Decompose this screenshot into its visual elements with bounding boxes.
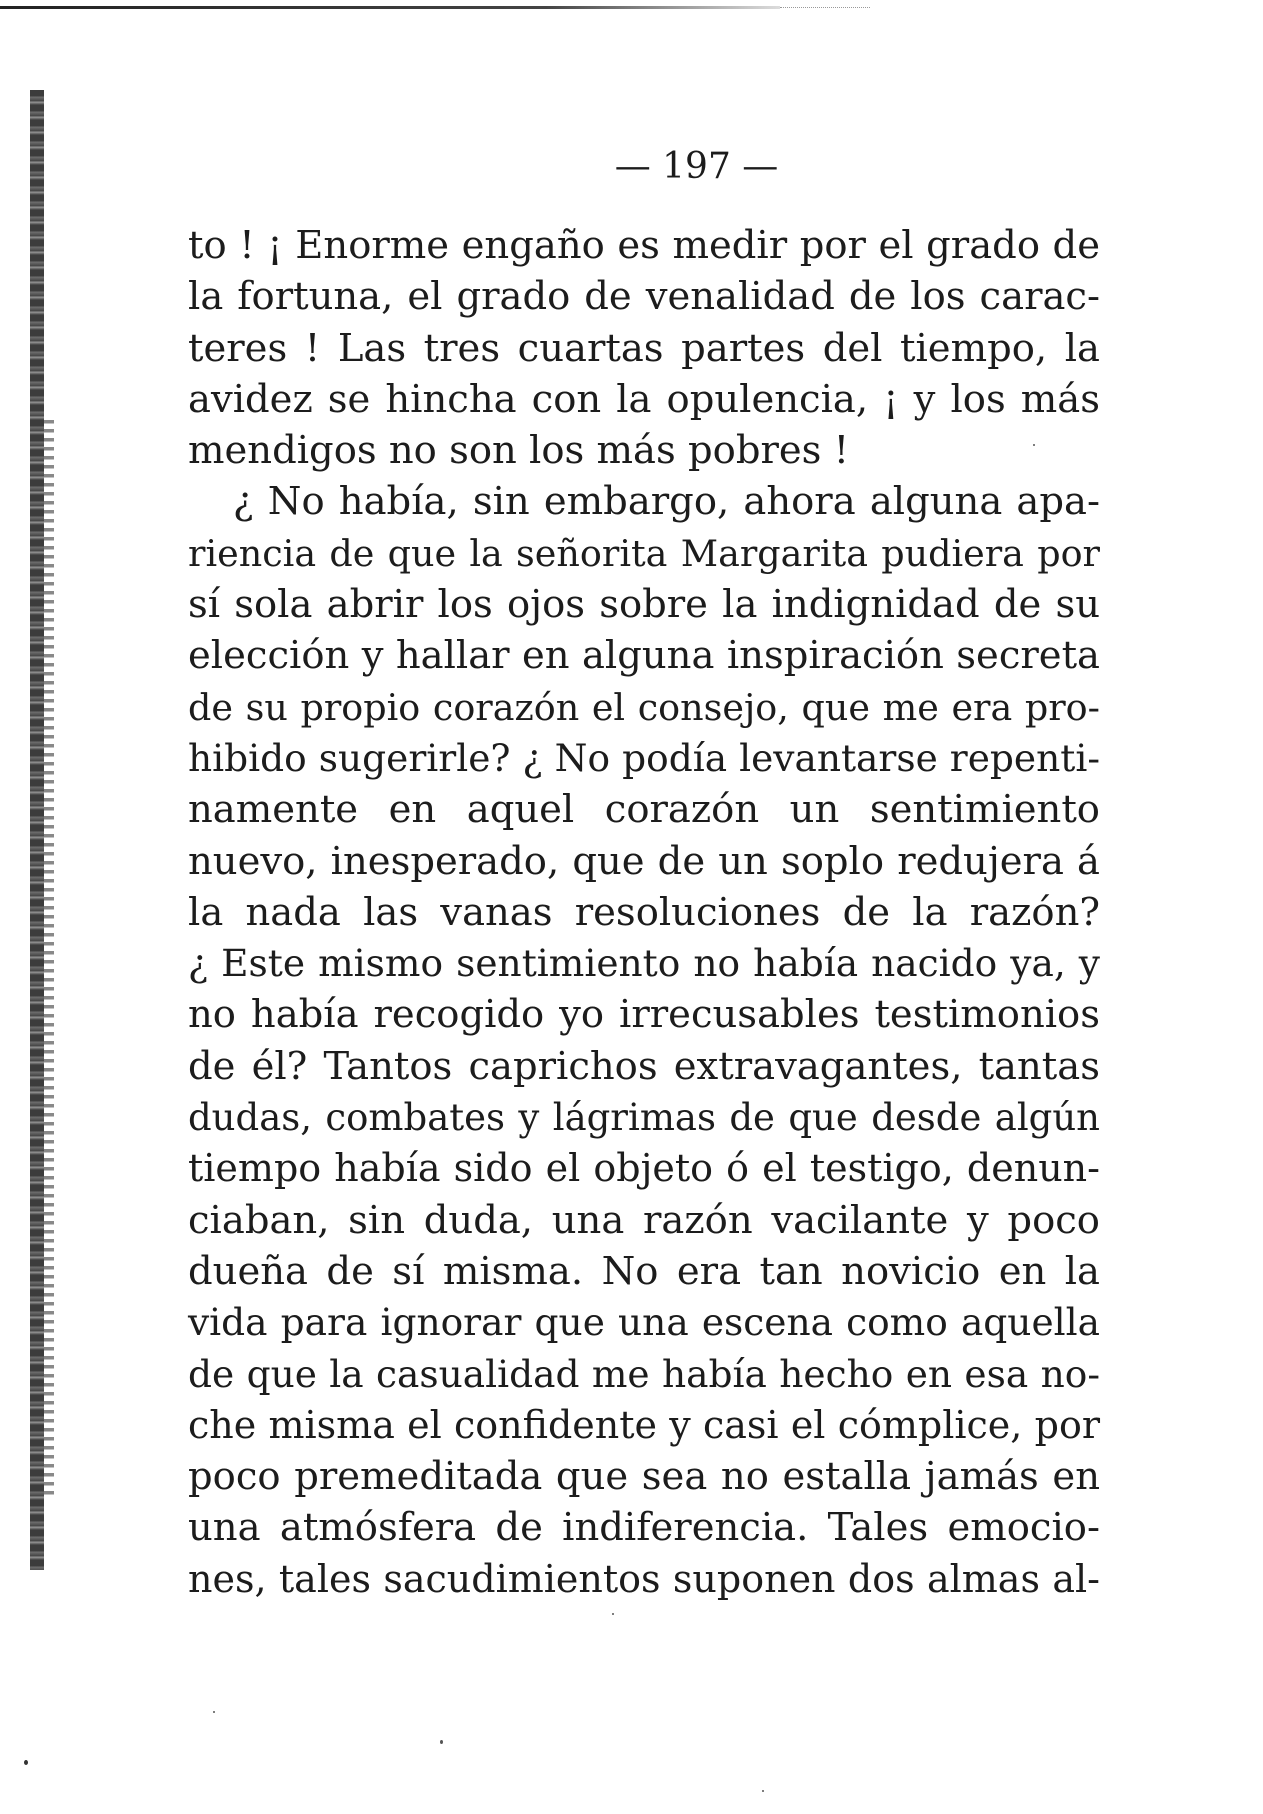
scan-speck bbox=[762, 1790, 764, 1792]
scan-speck bbox=[24, 1760, 28, 1765]
text-line: sí sola abrir los ojos sobre la indignidad de su bbox=[188, 582, 1100, 628]
text-line: poco premeditada que sea no estalla jamás en bbox=[188, 1454, 1100, 1500]
page-number: — 197 — bbox=[614, 146, 779, 187]
text-line: vida para ignorar que una escena como aquella bbox=[188, 1300, 1100, 1345]
binding-shadow bbox=[30, 90, 44, 1570]
text-line: dudas, combates y lágrimas de que desde algún bbox=[188, 1096, 1100, 1140]
text-line: to ! ¡ Enorme engaño es medir por el grado de bbox=[188, 223, 1100, 268]
text-line: elección y hallar en alguna inspiración secreta bbox=[188, 633, 1100, 679]
scan-top-edge bbox=[0, 6, 780, 9]
text-line: tiempo había sido el objeto ó el testigo, denun- bbox=[188, 1146, 1100, 1191]
text-line: riencia de que la señorita Margarita pudiera por bbox=[188, 531, 1100, 575]
text-line: ciaban, sin duda, una razón vacilante y poco bbox=[188, 1197, 1100, 1243]
text-line: avidez se hincha con la opulencia, ¡ y los más bbox=[188, 376, 1100, 422]
text-line: ¿ No había, sin embargo, ahora alguna apa- bbox=[233, 479, 1100, 525]
text-line: no había recogido yo irrecusables testimonios bbox=[188, 992, 1100, 1038]
text-line: nuevo, inesperado, que de un soplo redujera á bbox=[188, 838, 1100, 884]
text-line: de él? Tantos caprichos extravagantes, tantas bbox=[188, 1043, 1100, 1089]
scan-speck bbox=[440, 1740, 443, 1744]
binding-shadow-soft bbox=[44, 420, 54, 1500]
text-line: dueña de sí misma. No era tan novicio en la bbox=[188, 1248, 1100, 1294]
scan-speck bbox=[213, 1711, 215, 1713]
text-line: che misma el confidente y casi el cómplice, por bbox=[188, 1402, 1100, 1447]
scan-top-edge-fade bbox=[780, 7, 870, 9]
text-line: la nada las vanas resoluciones de la razón? bbox=[188, 889, 1100, 935]
scan-speck bbox=[612, 1613, 614, 1615]
scan-speck bbox=[1033, 444, 1035, 446]
text-line: de que la casualidad me había hecho en esa no- bbox=[188, 1351, 1100, 1396]
text-line: teres ! Las tres cuartas partes del tiempo, la bbox=[188, 325, 1100, 371]
text-line: una atmósfera de indiferencia. Tales emocio- bbox=[188, 1505, 1100, 1551]
text-line: namente en aquel corazón un sentimiento bbox=[188, 787, 1100, 833]
text-line: mendigos no son los más pobres ! bbox=[188, 428, 850, 474]
text-line: nes, tales sacudimientos suponen dos almas al- bbox=[188, 1556, 1100, 1601]
text-line: ¿ Este mismo sentimiento no había nacido ya, y bbox=[188, 941, 1100, 986]
text-line: la fortuna, el grado de venalidad de los carac- bbox=[188, 274, 1100, 320]
text-line: de su propio corazón el consejo, que me era pro- bbox=[188, 685, 1100, 729]
text-line: hibido sugerirle? ¿ No podía levantarse repenti- bbox=[188, 735, 1100, 780]
body-text bbox=[188, 220, 1100, 1605]
